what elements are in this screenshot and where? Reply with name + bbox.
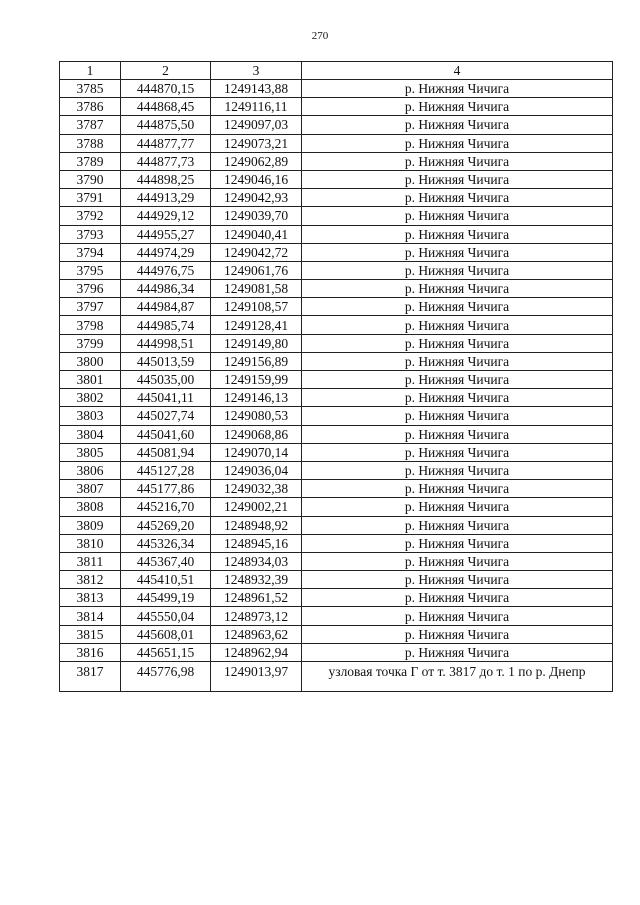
x-coordinate-cell: 445027,74 bbox=[121, 407, 211, 425]
description-cell: р. Нижняя Чичига bbox=[302, 243, 613, 261]
x-coordinate-cell: 444898,25 bbox=[121, 170, 211, 188]
x-coordinate-cell: 444985,74 bbox=[121, 316, 211, 334]
description-cell: р. Нижняя Чичига bbox=[302, 589, 613, 607]
table-row bbox=[60, 607, 613, 625]
x-coordinate-cell: 445651,15 bbox=[121, 643, 211, 661]
table-row bbox=[60, 170, 613, 188]
description-cell: р. Нижняя Чичига bbox=[302, 298, 613, 316]
x-coordinate-cell: 445608,01 bbox=[121, 625, 211, 643]
x-coordinate-cell: 444986,34 bbox=[121, 280, 211, 298]
y-coordinate-cell: 1249159,99 bbox=[211, 371, 302, 389]
y-coordinate-cell: 1249042,93 bbox=[211, 189, 302, 207]
point-number-cell: 3790 bbox=[60, 170, 121, 188]
description-cell: р. Нижняя Чичига bbox=[302, 516, 613, 534]
x-coordinate-cell: 444974,29 bbox=[121, 243, 211, 261]
point-number-cell: 3802 bbox=[60, 389, 121, 407]
description-cell: р. Нижняя Чичига bbox=[302, 643, 613, 661]
description-cell: р. Нижняя Чичига bbox=[302, 607, 613, 625]
column-header-1: 1 bbox=[60, 62, 121, 80]
description-cell: р. Нижняя Чичига bbox=[302, 371, 613, 389]
table-row bbox=[60, 425, 613, 443]
description-cell: р. Нижняя Чичига bbox=[302, 534, 613, 552]
table-row bbox=[60, 371, 613, 389]
x-coordinate-cell: 444929,12 bbox=[121, 207, 211, 225]
table-row bbox=[60, 298, 613, 316]
y-coordinate-cell: 1248973,12 bbox=[211, 607, 302, 625]
x-coordinate-cell: 445216,70 bbox=[121, 498, 211, 516]
point-number-cell: 3799 bbox=[60, 334, 121, 352]
point-number-cell: 3810 bbox=[60, 534, 121, 552]
x-coordinate-cell: 445776,98 bbox=[121, 662, 211, 692]
x-coordinate-cell: 444976,75 bbox=[121, 261, 211, 279]
table-row bbox=[60, 352, 613, 370]
point-number-cell: 3807 bbox=[60, 480, 121, 498]
table-row bbox=[60, 552, 613, 570]
description-cell: р. Нижняя Чичига bbox=[302, 571, 613, 589]
y-coordinate-cell: 1249036,04 bbox=[211, 461, 302, 479]
x-coordinate-cell: 445410,51 bbox=[121, 571, 211, 589]
description-cell: р. Нижняя Чичига bbox=[302, 134, 613, 152]
y-coordinate-cell: 1249080,53 bbox=[211, 407, 302, 425]
x-coordinate-cell: 445550,04 bbox=[121, 607, 211, 625]
table-header bbox=[60, 62, 613, 80]
point-number-cell: 3797 bbox=[60, 298, 121, 316]
y-coordinate-cell: 1249040,41 bbox=[211, 225, 302, 243]
point-number-cell: 3800 bbox=[60, 352, 121, 370]
x-coordinate-cell: 445041,11 bbox=[121, 389, 211, 407]
y-coordinate-cell: 1248961,52 bbox=[211, 589, 302, 607]
x-coordinate-cell: 444998,51 bbox=[121, 334, 211, 352]
x-coordinate-cell: 445499,19 bbox=[121, 589, 211, 607]
x-coordinate-cell: 445035,00 bbox=[121, 371, 211, 389]
y-coordinate-cell: 1249061,76 bbox=[211, 261, 302, 279]
point-number-cell: 3811 bbox=[60, 552, 121, 570]
description-cell: р. Нижняя Чичига bbox=[302, 334, 613, 352]
description-cell: р. Нижняя Чичига bbox=[302, 280, 613, 298]
point-number-cell: 3795 bbox=[60, 261, 121, 279]
table-row bbox=[60, 116, 613, 134]
point-number-cell: 3788 bbox=[60, 134, 121, 152]
y-coordinate-cell: 1249116,11 bbox=[211, 98, 302, 116]
x-coordinate-cell: 445367,40 bbox=[121, 552, 211, 570]
table-row bbox=[60, 662, 613, 692]
point-number-cell: 3793 bbox=[60, 225, 121, 243]
table-row bbox=[60, 207, 613, 225]
column-header-4: 4 bbox=[302, 62, 613, 80]
y-coordinate-cell: 1248945,16 bbox=[211, 534, 302, 552]
description-cell: р. Нижняя Чичига bbox=[302, 207, 613, 225]
table-row bbox=[60, 480, 613, 498]
table-row bbox=[60, 534, 613, 552]
y-coordinate-cell: 1248948,92 bbox=[211, 516, 302, 534]
table-row bbox=[60, 334, 613, 352]
description-cell: р. Нижняя Чичига bbox=[302, 116, 613, 134]
y-coordinate-cell: 1249039,70 bbox=[211, 207, 302, 225]
description-cell: р. Нижняя Чичига bbox=[302, 352, 613, 370]
y-coordinate-cell: 1249073,21 bbox=[211, 134, 302, 152]
y-coordinate-cell: 1249081,58 bbox=[211, 280, 302, 298]
x-coordinate-cell: 444877,77 bbox=[121, 134, 211, 152]
page-number: 270 bbox=[311, 30, 329, 42]
table-row bbox=[60, 243, 613, 261]
description-cell: р. Нижняя Чичига bbox=[302, 170, 613, 188]
description-cell: р. Нижняя Чичига bbox=[302, 225, 613, 243]
y-coordinate-cell: 1249046,16 bbox=[211, 170, 302, 188]
table-row bbox=[60, 134, 613, 152]
y-coordinate-cell: 1248934,03 bbox=[211, 552, 302, 570]
x-coordinate-cell: 445269,20 bbox=[121, 516, 211, 534]
table-row bbox=[60, 516, 613, 534]
table-row bbox=[60, 589, 613, 607]
description-cell: р. Нижняя Чичига bbox=[302, 189, 613, 207]
point-number-cell: 3801 bbox=[60, 371, 121, 389]
table-row bbox=[60, 625, 613, 643]
point-number-cell: 3816 bbox=[60, 643, 121, 661]
y-coordinate-cell: 1249149,80 bbox=[211, 334, 302, 352]
description-cell: р. Нижняя Чичига bbox=[302, 480, 613, 498]
point-number-cell: 3789 bbox=[60, 152, 121, 170]
table-row bbox=[60, 498, 613, 516]
point-number-cell: 3806 bbox=[60, 461, 121, 479]
column-header-3: 3 bbox=[211, 62, 302, 80]
point-number-cell: 3805 bbox=[60, 443, 121, 461]
table-row bbox=[60, 189, 613, 207]
point-number-cell: 3796 bbox=[60, 280, 121, 298]
x-coordinate-cell: 444870,15 bbox=[121, 80, 211, 98]
point-number-cell: 3808 bbox=[60, 498, 121, 516]
y-coordinate-cell: 1249032,38 bbox=[211, 480, 302, 498]
point-number-cell: 3794 bbox=[60, 243, 121, 261]
point-number-cell: 3786 bbox=[60, 98, 121, 116]
y-coordinate-cell: 1249070,14 bbox=[211, 443, 302, 461]
table-row bbox=[60, 225, 613, 243]
table-row bbox=[60, 407, 613, 425]
table-row bbox=[60, 643, 613, 661]
x-coordinate-cell: 444913,29 bbox=[121, 189, 211, 207]
table-row bbox=[60, 443, 613, 461]
description-cell: р. Нижняя Чичига bbox=[302, 389, 613, 407]
point-number-cell: 3809 bbox=[60, 516, 121, 534]
description-cell: р. Нижняя Чичига bbox=[302, 316, 613, 334]
y-coordinate-cell: 1249062,89 bbox=[211, 152, 302, 170]
description-cell: узловая точка Г от т. 3817 до т. 1 по р. Днепр bbox=[302, 662, 613, 692]
point-number-cell: 3804 bbox=[60, 425, 121, 443]
x-coordinate-cell: 445013,59 bbox=[121, 352, 211, 370]
header-row bbox=[60, 62, 613, 80]
table-row bbox=[60, 571, 613, 589]
y-coordinate-cell: 1249097,03 bbox=[211, 116, 302, 134]
y-coordinate-cell: 1249002,21 bbox=[211, 498, 302, 516]
description-cell: р. Нижняя Чичига bbox=[302, 498, 613, 516]
y-coordinate-cell: 1248932,39 bbox=[211, 571, 302, 589]
table-row bbox=[60, 461, 613, 479]
description-cell: р. Нижняя Чичига bbox=[302, 443, 613, 461]
table-row bbox=[60, 261, 613, 279]
y-coordinate-cell: 1248962,94 bbox=[211, 643, 302, 661]
description-cell: р. Нижняя Чичига bbox=[302, 98, 613, 116]
x-coordinate-cell: 444868,45 bbox=[121, 98, 211, 116]
point-number-cell: 3792 bbox=[60, 207, 121, 225]
y-coordinate-cell: 1249156,89 bbox=[211, 352, 302, 370]
description-cell: р. Нижняя Чичига bbox=[302, 552, 613, 570]
y-coordinate-cell: 1249108,57 bbox=[211, 298, 302, 316]
x-coordinate-cell: 445041,60 bbox=[121, 425, 211, 443]
x-coordinate-cell: 444984,87 bbox=[121, 298, 211, 316]
x-coordinate-cell: 445127,28 bbox=[121, 461, 211, 479]
table-row bbox=[60, 316, 613, 334]
point-number-cell: 3814 bbox=[60, 607, 121, 625]
description-cell: р. Нижняя Чичига bbox=[302, 152, 613, 170]
description-cell: р. Нижняя Чичига bbox=[302, 625, 613, 643]
point-number-cell: 3815 bbox=[60, 625, 121, 643]
description-cell: р. Нижняя Чичига bbox=[302, 407, 613, 425]
point-number-cell: 3791 bbox=[60, 189, 121, 207]
table-row bbox=[60, 152, 613, 170]
description-cell: р. Нижняя Чичига bbox=[302, 80, 613, 98]
point-number-cell: 3785 bbox=[60, 80, 121, 98]
column-header-2: 2 bbox=[121, 62, 211, 80]
x-coordinate-cell: 445326,34 bbox=[121, 534, 211, 552]
x-coordinate-cell: 444875,50 bbox=[121, 116, 211, 134]
y-coordinate-cell: 1249143,88 bbox=[211, 80, 302, 98]
table-row bbox=[60, 80, 613, 98]
x-coordinate-cell: 444955,27 bbox=[121, 225, 211, 243]
point-number-cell: 3787 bbox=[60, 116, 121, 134]
point-number-cell: 3813 bbox=[60, 589, 121, 607]
y-coordinate-cell: 1249042,72 bbox=[211, 243, 302, 261]
description-cell: р. Нижняя Чичига bbox=[302, 425, 613, 443]
description-cell: р. Нижняя Чичига bbox=[302, 261, 613, 279]
table-row bbox=[60, 389, 613, 407]
point-number-cell: 3812 bbox=[60, 571, 121, 589]
x-coordinate-cell: 445177,86 bbox=[121, 480, 211, 498]
x-coordinate-cell: 444877,73 bbox=[121, 152, 211, 170]
table-row bbox=[60, 98, 613, 116]
x-coordinate-cell: 445081,94 bbox=[121, 443, 211, 461]
y-coordinate-cell: 1249013,97 bbox=[211, 662, 302, 692]
point-number-cell: 3803 bbox=[60, 407, 121, 425]
y-coordinate-cell: 1249146,13 bbox=[211, 389, 302, 407]
table-row bbox=[60, 280, 613, 298]
y-coordinate-cell: 1248963,62 bbox=[211, 625, 302, 643]
y-coordinate-cell: 1249068,86 bbox=[211, 425, 302, 443]
y-coordinate-cell: 1249128,41 bbox=[211, 316, 302, 334]
coordinates-table bbox=[59, 61, 613, 692]
point-number-cell: 3798 bbox=[60, 316, 121, 334]
table-body bbox=[60, 80, 613, 692]
description-cell: р. Нижняя Чичига bbox=[302, 461, 613, 479]
point-number-cell: 3817 bbox=[60, 662, 121, 692]
